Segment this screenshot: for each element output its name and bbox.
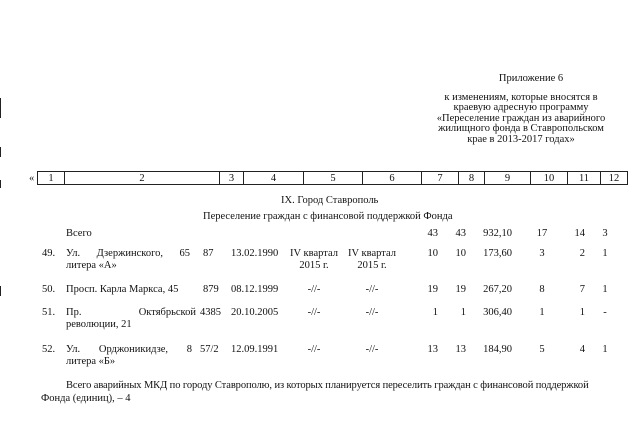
cell: 4: [579, 344, 585, 355]
appendix-line: крае в 2013-2017 годах»: [467, 133, 575, 145]
cell: 1: [539, 307, 545, 318]
cell: 13: [455, 344, 466, 355]
appendix-line: краевую адресную программу: [453, 102, 589, 113]
cell: -: [603, 307, 607, 318]
cell: 1: [579, 307, 585, 318]
column-number: 1: [38, 172, 65, 185]
cell: 08.12.1999: [231, 284, 279, 295]
cell: 13: [427, 344, 438, 355]
cell: 932,10: [483, 228, 512, 239]
appendix-line: жилищного фонда в Ставропольском: [438, 123, 604, 134]
cell: 8: [539, 284, 545, 295]
column-number: 12: [601, 172, 628, 185]
cell: 267,20: [483, 284, 512, 295]
column-number: 3: [220, 172, 244, 185]
cell: -//-: [365, 284, 379, 295]
footer-line: Всего аварийных МКД по городу Ставрополю, из которых планируется переселить граждан с финансовой поддержкой: [66, 380, 589, 391]
column-number: 5: [304, 172, 363, 185]
margin-mark: [0, 286, 1, 296]
column-number-header: [37, 171, 628, 185]
cell: 19: [427, 284, 438, 295]
footer-line: Фонда (единиц), – 4: [41, 393, 131, 404]
cell: 87: [203, 248, 214, 259]
column-number: 4: [244, 172, 304, 185]
cell: 43: [427, 228, 438, 239]
cell: 10: [455, 248, 466, 259]
row-address: Пр. Октябрьской революции, 21: [66, 307, 196, 330]
cell: 43: [455, 228, 466, 239]
cell: 1: [432, 307, 438, 318]
column-number: 2: [65, 172, 220, 185]
cell: 1: [602, 248, 608, 259]
cell: 20.10.2005: [231, 307, 279, 318]
row-number: 50.: [42, 284, 56, 295]
cell: 12.09.1991: [231, 344, 279, 355]
cell: -//-: [307, 307, 321, 318]
appendix-header: [426, 74, 616, 145]
cell: 17: [536, 228, 548, 239]
cell: -//-: [365, 344, 379, 355]
open-quote: «: [29, 173, 35, 184]
row-number: 51.: [42, 307, 56, 318]
row-address: Ул. Дзержинского, 65 литера «А»: [66, 248, 190, 271]
cell: 1: [602, 284, 608, 295]
cell: -//-: [307, 284, 321, 295]
cell: 4385: [200, 307, 221, 318]
margin-mark: [0, 180, 1, 188]
row-number: 49.: [42, 248, 56, 259]
cell: 173,60: [483, 248, 512, 259]
margin-mark: [0, 98, 1, 118]
cell: -//-: [365, 307, 379, 318]
cell: 184,90: [483, 344, 512, 355]
column-number: 11: [568, 172, 601, 185]
column-number: 6: [363, 172, 422, 185]
cell: 3: [602, 228, 608, 239]
cell: 1: [602, 344, 608, 355]
cell: 7: [579, 284, 585, 295]
cell: IV квартал 2015 г.: [348, 248, 396, 271]
cell: 13.02.1990: [231, 248, 279, 259]
cell: 2: [579, 248, 585, 259]
subsection-title: Переселение граждан с финансовой поддержкой Фонда: [203, 211, 453, 222]
total-label: Всего: [66, 228, 92, 239]
cell: 10: [427, 248, 438, 259]
cell: 306,40: [483, 307, 512, 318]
row-address: Просп. Карла Маркса, 45: [66, 284, 179, 295]
row-number: 52.: [42, 344, 56, 355]
column-number: 9: [485, 172, 531, 185]
column-number: 8: [459, 172, 485, 185]
cell: 3: [539, 248, 545, 259]
section-title: IX. Город Ставрополь: [281, 195, 379, 206]
appendix-title: Приложение 6: [498, 73, 564, 84]
appendix-line: к изменениям, которые вносятся в: [444, 91, 598, 103]
cell: 879: [203, 284, 219, 295]
cell: -//-: [307, 344, 321, 355]
column-number: 7: [422, 172, 459, 185]
column-number: 10: [531, 172, 568, 185]
cell: 5: [539, 344, 545, 355]
row-address: Ул. Орджоникидзе, 8 литера «Б»: [66, 344, 192, 367]
cell: 14: [574, 228, 585, 239]
cell: 19: [455, 284, 466, 295]
appendix-line: «Переселение граждан из аварийного: [436, 112, 606, 124]
margin-mark: [0, 147, 1, 157]
cell: 1: [460, 307, 466, 318]
cell: IV квартал 2015 г.: [290, 248, 338, 271]
cell: 57/2: [200, 344, 219, 355]
